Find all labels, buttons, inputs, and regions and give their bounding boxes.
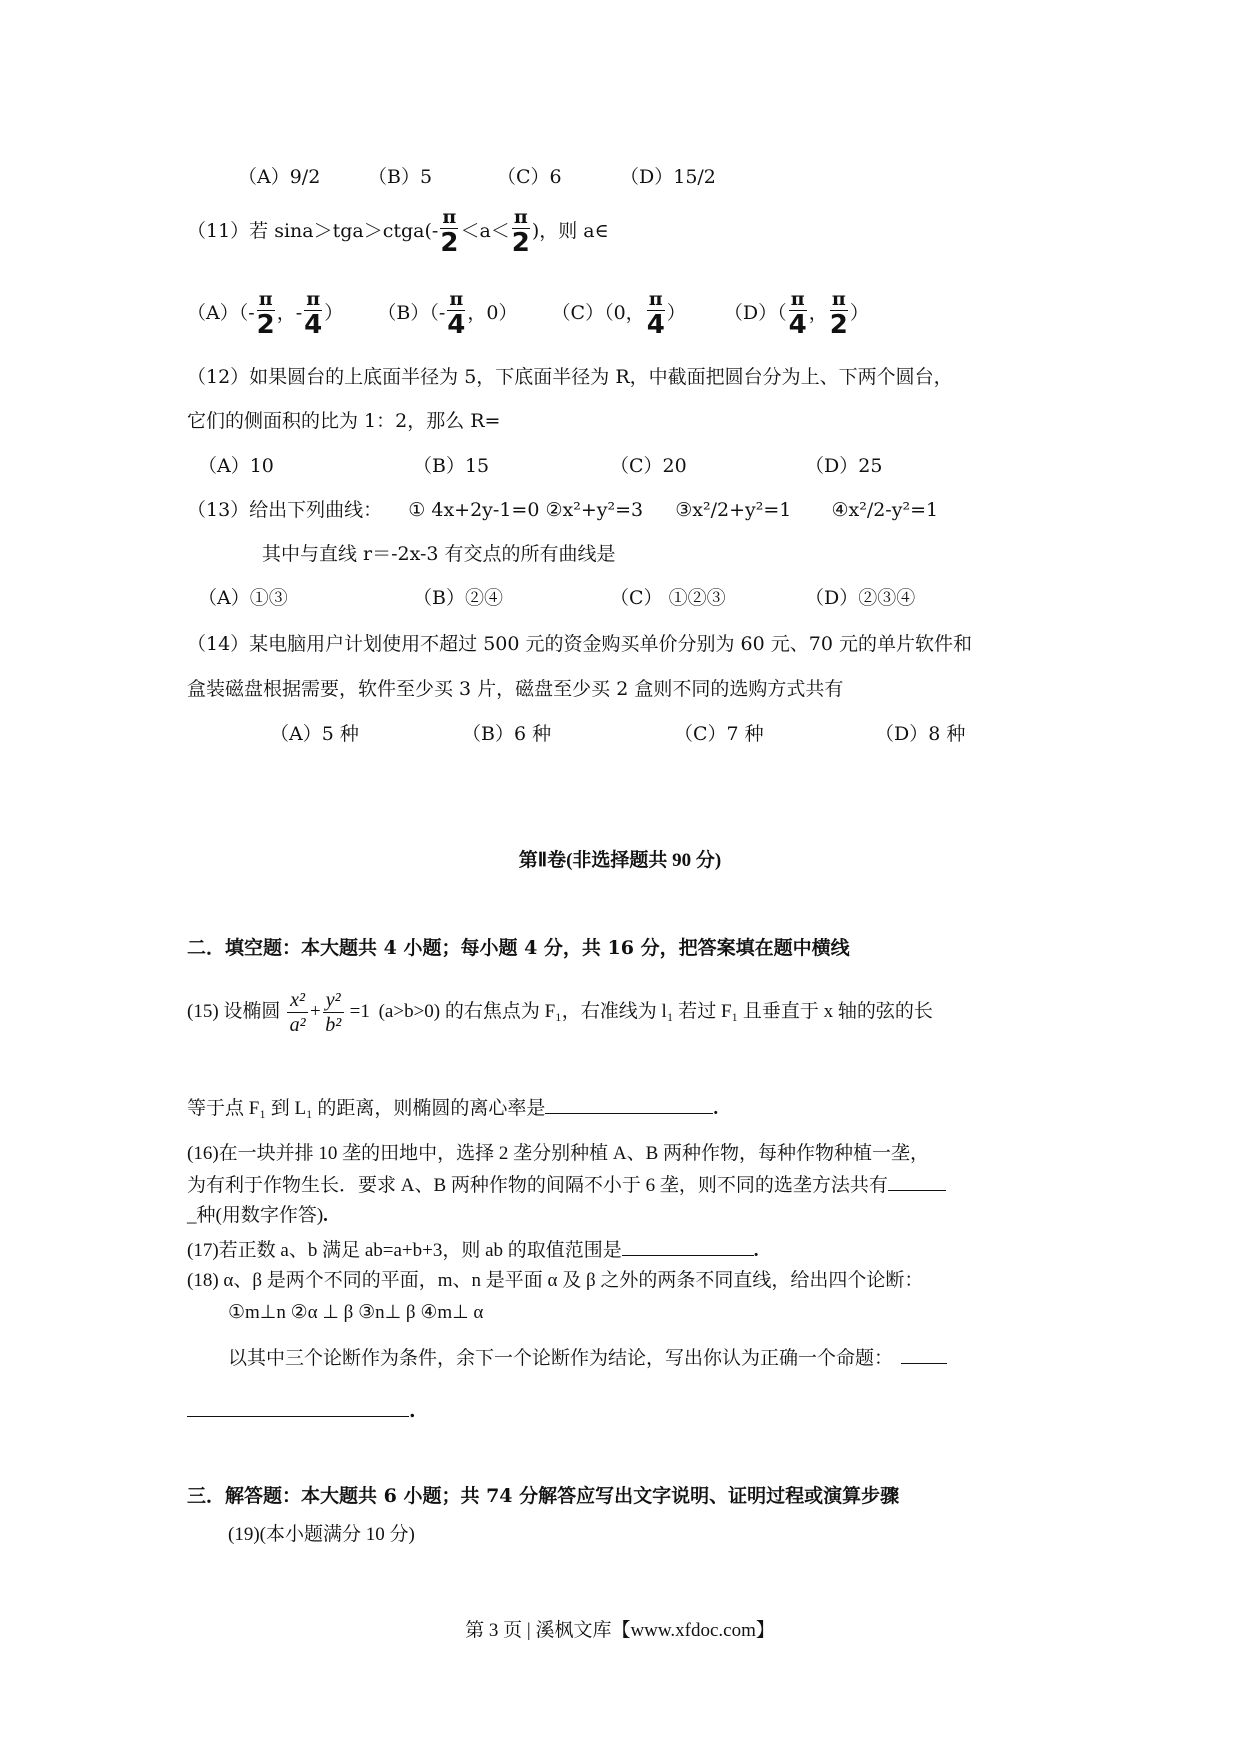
- q14-option-d: （D）8 种: [875, 723, 966, 745]
- q13-option-c: （C） ①②③: [610, 587, 726, 609]
- q13-curve-3: ③x²/2+y²=1: [675, 499, 792, 521]
- q13-line1: [187, 497, 938, 523]
- q14-option-c: （C）7 种: [674, 723, 764, 745]
- q12-line1: （12）如果圆台的上底面半径为 5，下底面半径为 R，中截面把圆台分为上、下两个圆台，: [187, 366, 953, 388]
- q14-option-a: （A）5 种: [270, 723, 359, 745]
- q11-prefix: （11）若 sina＞tga＞ctga(-: [187, 220, 439, 242]
- q15-answer-blank[interactable]: [545, 1095, 713, 1114]
- q10-option-a: （A）9/2: [238, 166, 321, 188]
- q11-mid: ＜a＜: [460, 220, 510, 242]
- q11-frac-pi-2b: $\frac{\pi}{2}$: [511, 206, 530, 258]
- q11-options: [187, 290, 869, 338]
- q13-option-d: （D）②③④: [805, 587, 916, 609]
- q19-heading: (19)(本小题满分 10 分): [228, 1524, 415, 1545]
- q15-frac-y-b: $\frac{\text{y²}}{\text{b²}}$: [323, 990, 344, 1035]
- q15-frac-x-a: $\frac{\text{x²}}{\text{a²}}$: [287, 990, 308, 1035]
- q13-option-a: （A）①③: [198, 587, 288, 609]
- page-footer: 第 3 页 | 溪枫文库【www.xfdoc.com】: [465, 1620, 775, 1641]
- q18-answer-blank-2[interactable]: [187, 1398, 409, 1417]
- part-2-heading: 二．填空题：本大题共 4 小题；每小题 4 分，共 16 分，把答案填在题中横线: [187, 937, 850, 959]
- q11-option-c: （C）（0， $\frac{\pi}{4}$ ）: [551, 288, 686, 340]
- q16-line2: 为有利于作物生长．要求 A、B 两种作物的间隔不小于 6 垄，则不同的选垄方法共有: [187, 1172, 946, 1199]
- q13-curve-4: ④x²/2-y²=1: [831, 499, 939, 521]
- q15-line1: (15) 设椭圆 $\frac{\text{x²}}{\text{a²}}$ + $\frac{\text{y²}}{\text{b²}}$ =1 (a>b>0) 的右焦点为 F₁，右准线为 l₁ 若过 F₁ 且垂直于 x 轴的弦的长: [187, 989, 933, 1036]
- q11-option-d: （D）（ $\frac{\pi}{4}$ ， $\frac{\pi}{2}$ ）: [723, 288, 869, 340]
- q14-option-b: （B）6 种: [462, 723, 552, 745]
- q15-prefix: (15) 设椭圆: [187, 1000, 281, 1022]
- q12-option-d: （D）25: [805, 455, 883, 477]
- q12-option-b: （B）15: [413, 455, 490, 477]
- q15-line2: 等于点 F₁ 到 L₁ 的距离，则椭圆的离心率是 .: [187, 1095, 718, 1122]
- q18-line2: ①m⊥n ②α ⊥ β ③n⊥ β ④m⊥ α: [228, 1302, 484, 1323]
- q13-curve-1: ① 4x+2y-1=0: [408, 499, 540, 521]
- q11-frac-pi-2: $\frac{\pi}{2}$: [440, 206, 459, 258]
- q16-line1: (16)在一块并排 10 垄的田地中，选择 2 垄分别种植 A、B 两种作物，每种作物种植一垄，: [187, 1143, 930, 1164]
- q17-answer-blank[interactable]: [622, 1237, 754, 1256]
- q12-line2: 它们的侧面积的比为 1：2，那么 R=: [187, 410, 501, 432]
- q11-option-b: （B）（- $\frac{\pi}{4}$ ，0）: [377, 288, 518, 340]
- q14-line2: 盒装磁盘根据需要，软件至少买 3 片，磁盘至少买 2 盒则不同的选购方式共有: [187, 678, 844, 700]
- q18-line3: 以其中三个论断作为条件，余下一个论断作为结论，写出你认为正确一个命题：: [228, 1345, 947, 1372]
- q10-option-c: （C）6: [497, 166, 562, 188]
- q18-line4: .: [187, 1398, 416, 1424]
- question-11: [187, 208, 609, 256]
- q13-intro: （13）给出下列曲线：: [187, 499, 383, 521]
- q13-line2: 其中与直线 r＝-2x-3 有交点的所有曲线是: [262, 543, 616, 565]
- q16-answer-blank[interactable]: [888, 1172, 946, 1191]
- q18-answer-blank-1[interactable]: [901, 1345, 947, 1364]
- q13-option-b: （B）②④: [413, 587, 503, 609]
- q11-option-a: （A）（- $\frac{\pi}{2}$ ，- $\frac{\pi}{4}$ ）: [187, 288, 344, 340]
- part-3-heading: 三．解答题：本大题共 6 小题；共 74 分解答应写出文字说明、证明过程或演算步骤: [187, 1485, 900, 1507]
- q17-line: (17)若正数 a、b 满足 ab=a+b+3，则 ab 的取值范围是 .: [187, 1237, 759, 1264]
- q10-option-d: （D）15/2: [620, 166, 716, 188]
- q18-line1: (18) α、β 是两个不同的平面，m、n 是平面 α 及 β 之外的两条不同直线，给出四个论断：: [187, 1270, 924, 1291]
- q15-suffix: (a>b>0) 的右焦点为 F₁，右准线为 l₁ 若过 F₁ 且垂直于 x 轴的弦的长: [378, 1000, 933, 1022]
- q12-option-c: （C）20: [610, 455, 687, 477]
- q12-option-a: （A）10: [198, 455, 274, 477]
- q13-curve-2: ②x²+y²=3: [545, 499, 644, 521]
- q14-line1: （14）某电脑用户计划使用不超过 500 元的资金购买单价分别为 60 元、70 元的单片软件和: [187, 633, 972, 655]
- q11-suffix: )，则 a∈: [531, 220, 609, 242]
- q16-line3: _种(用数字作答).: [187, 1205, 328, 1226]
- q10-option-b: （B）5: [368, 166, 433, 188]
- section-2-title: 第Ⅱ卷(非选择题共 90 分): [518, 850, 722, 871]
